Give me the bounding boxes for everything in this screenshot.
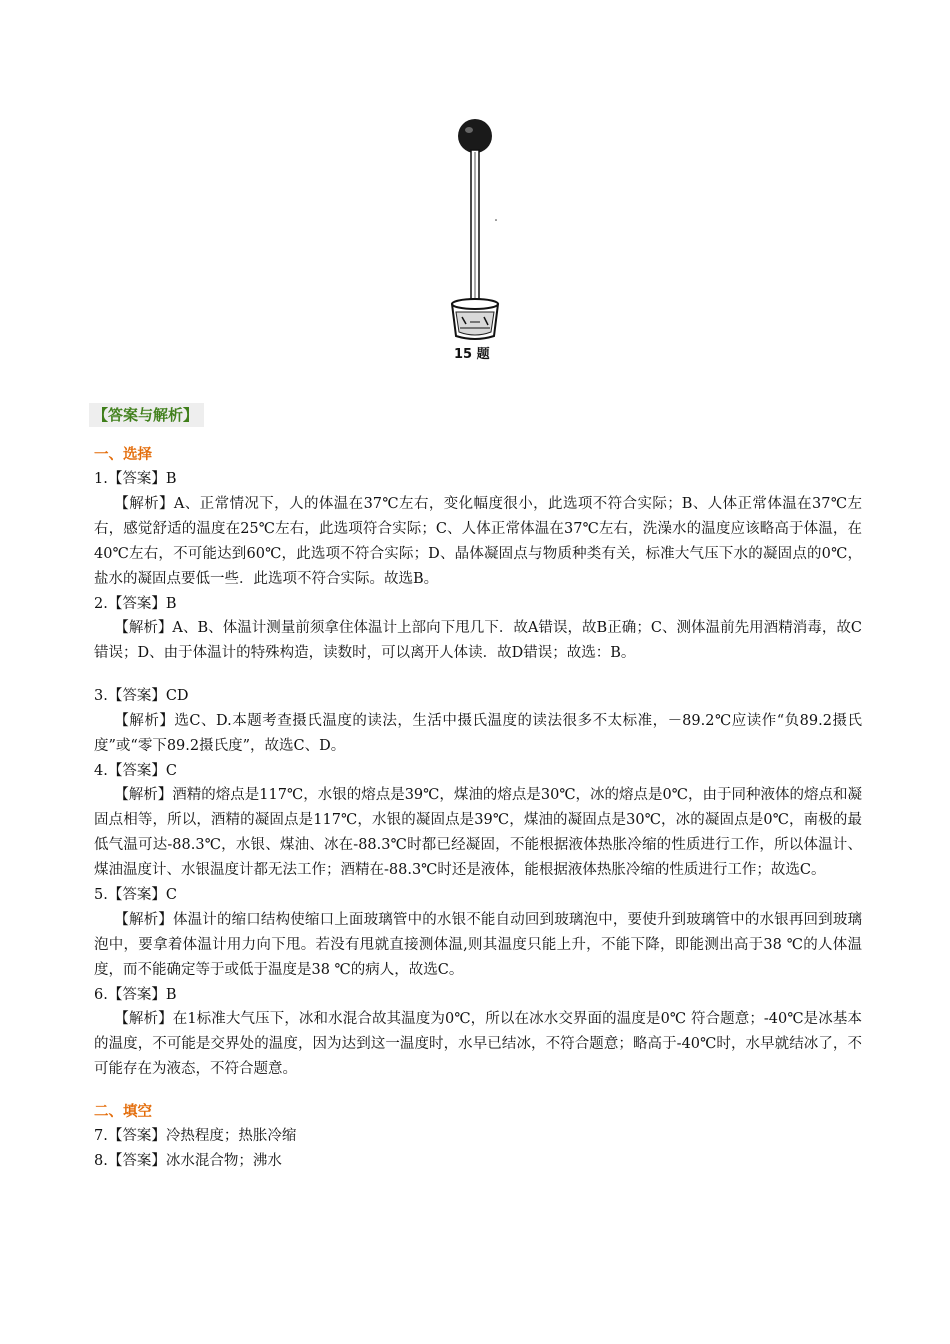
section-title-choice: 一、选择 [94,447,152,463]
answer-line: 5.【答案】C [94,887,177,903]
analysis-paragraph: 【解析】酒精的熔点是117℃，水银的熔点是39℃，煤油的熔点是30℃，冰的熔点是0℃，由于同种液体的熔点和凝固点相等，所以，酒精的凝固点是117℃，水银的凝固点是39℃，煤油的凝固点是30℃，冰的凝固点是0℃，南极的最低气温可达-88.3℃，水银、煤油、冰在-88.3℃时都已经凝固，不能根据液体热胀冷缩的性质进行工作，所以体温计、煤油温度计、水银温度计都无法工作；酒精在-88.3℃时还是液体，能根据液体热胀冷缩的性质进行工作；故选C。 [94,787,862,878]
analysis-paragraph: 【解析】在1标准大气压下，冰和水混合故其温度为0℃，所以在冰水交界面的温度是0℃ 符合题意；-40℃是冰基本的温度，不可能是交界处的温度，因为达到这一温度时，水早已结冰，不符合题意；略高于-40℃时，水早就结冰了，不可能存在为液态，不符合题意。 [94,1011,862,1077]
analysis-paragraph: 【解析】A、B、体温计测量前须拿住体温计上部向下甩几下．故A错误，故B正确；C、测体温前先用酒精消毒，故C错误；D、由于体温计的特殊构造，读数时，可以离开人体读．故D错误；故选：B。 [94,620,862,661]
answer-line: 3.【答案】CD [94,688,189,704]
answers-heading: 【答案与解析】 [89,403,204,427]
answer-line: 7.【答案】冷热程度；热胀冷缩 [94,1128,297,1144]
analysis-paragraph: 【解析】选C、D.本题考查摄氏温度的读法，生活中摄氏温度的读法很多不太标准，－89.2℃应读作“负89.2摄氏度”或“零下89.2摄氏度”，故选C、D。 [94,712,862,754]
thermometer-in-cup-icon [440,112,540,342]
answer-line: 8.【答案】冰水混合物；沸水 [94,1152,282,1169]
answer-line: 4.【答案】C [94,762,177,779]
analysis-paragraph: 【解析】体温计的缩口结构使缩口上面玻璃管中的水银不能自动回到玻璃泡中，要使升到玻璃管中的水银再回到玻璃泡中，要拿着体温计用力向下甩。若没有甩就直接测体温,则其温度只能上升，不能下降，即能测出高于38 ℃的人体温度，而不能确定等于或低于温度是38 ℃的病人，故选C。 [94,911,862,978]
answer-line: 6.【答案】B [94,986,177,1003]
figure-caption: 15 题 [454,347,490,362]
answer-line: 2.【答案】B [94,595,177,612]
analysis-paragraph: 【解析】A、正常情况下，人的体温在37℃左右，变化幅度很小，此选项不符合实际；B、人体正常体温在37℃左右，感觉舒适的温度在25℃左右，此选项符合实际；C、人体正常体温在37℃左右，洗澡水的温度应该略高于体温，在40℃左右，不可能达到60℃，此选项不符合实际；D、晶体凝固点与物质种类有关，标准大气压下水的凝固点的0℃，盐水的凝固点要低一些．此选项不符合实际。故选B。 [94,495,862,587]
answers-content [94,443,862,1173]
thermometer-figure [440,112,540,372]
answer-line: 1.【答案】B [94,471,177,487]
section-title-fill: 二、填空 [94,1104,152,1120]
